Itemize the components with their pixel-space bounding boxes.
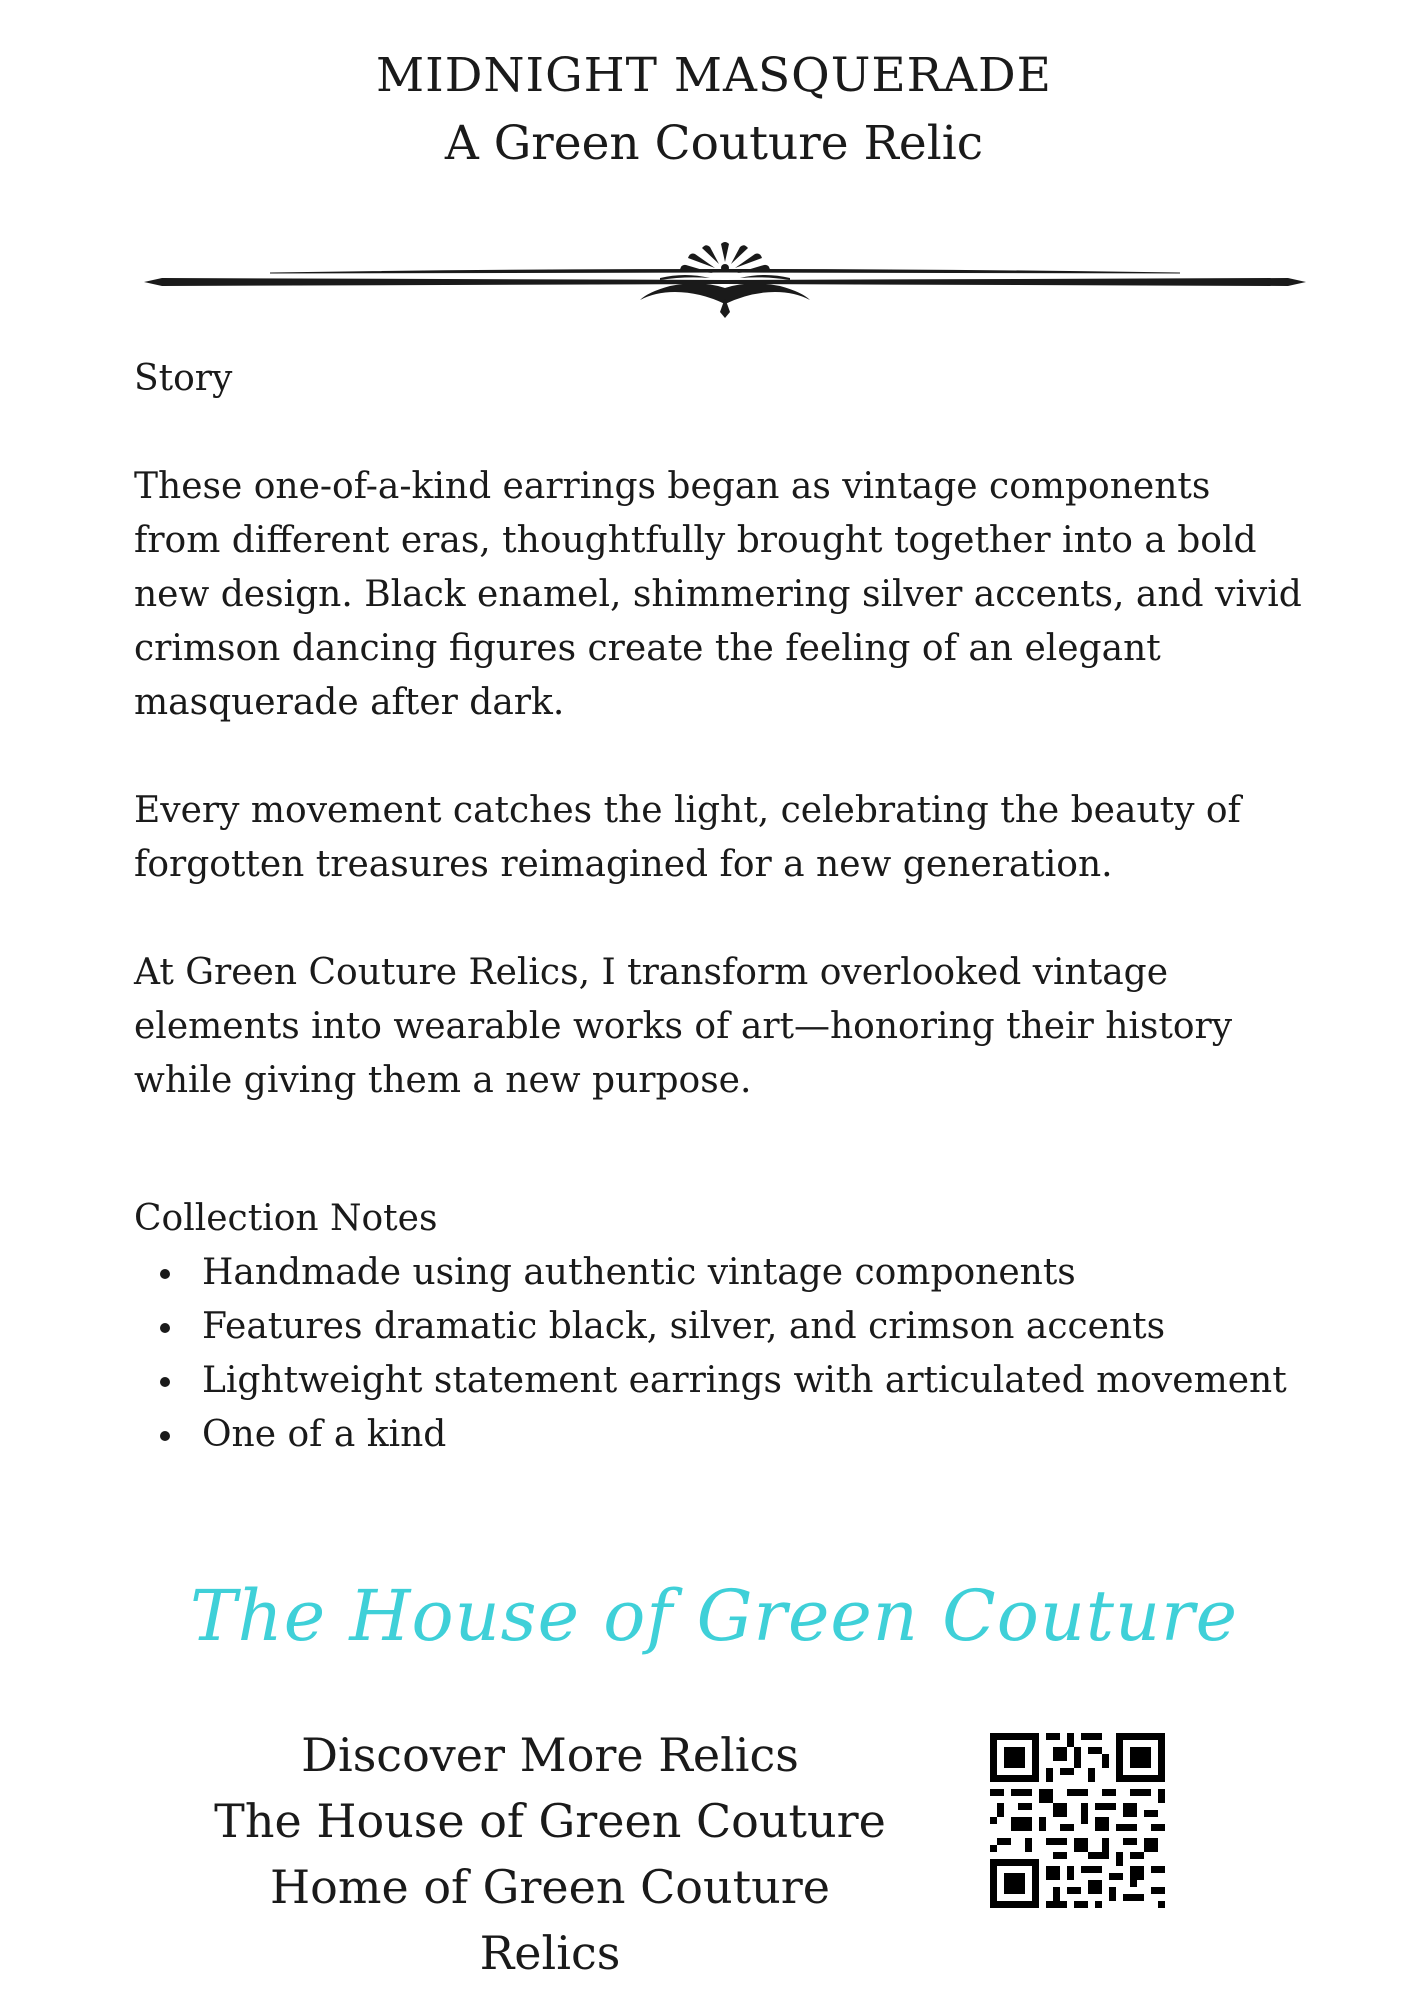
story-paragraph-2: Every movement catches the light, celebrating the beauty of forgotten treasures reimagined for a new generation. <box>134 790 1241 885</box>
brand-logo-text: The House of Green Couture <box>189 1575 1239 1657</box>
footer <box>200 1722 900 1986</box>
story-paragraph-3: At Green Couture Relics, I transform overlooked vintage elements into wearable works of art—honoring their history while giving them a new purpose. <box>134 952 1233 1101</box>
list-item: Lightweight statement earrings with articulated movement <box>202 1354 1304 1408</box>
collection-notes-list <box>134 1246 1304 1462</box>
story-paragraph-1: These one-of-a-kind earrings began as vintage components from different eras, thoughtfully brought together into a bold new design. Black enamel, shimmering silver accents, and vivid crimson dancing figures create the feeling of an elegant masquerade after dark. <box>134 466 1302 723</box>
footer-line-home: Home of Green Couture Relics <box>270 1860 830 1980</box>
list-item: Handmade using authentic vintage components <box>202 1246 1304 1300</box>
ornamental-divider-icon <box>140 238 1310 320</box>
story-heading: Story <box>134 358 233 399</box>
page-title: MIDNIGHT MASQUERADE <box>376 48 1052 103</box>
list-item: Features dramatic black, silver, and crimson accents <box>202 1300 1304 1354</box>
content-body <box>134 352 1304 1462</box>
footer-line-discover: Discover More Relics <box>301 1728 799 1782</box>
page-subtitle: A Green Couture Relic <box>444 116 984 171</box>
header <box>0 42 1428 178</box>
qr-code-icon[interactable] <box>990 1733 1165 1908</box>
collection-notes-heading: Collection Notes <box>134 1198 438 1239</box>
list-item: One of a kind <box>202 1408 1304 1462</box>
footer-line-house: The House of Green Couture <box>214 1794 886 1848</box>
